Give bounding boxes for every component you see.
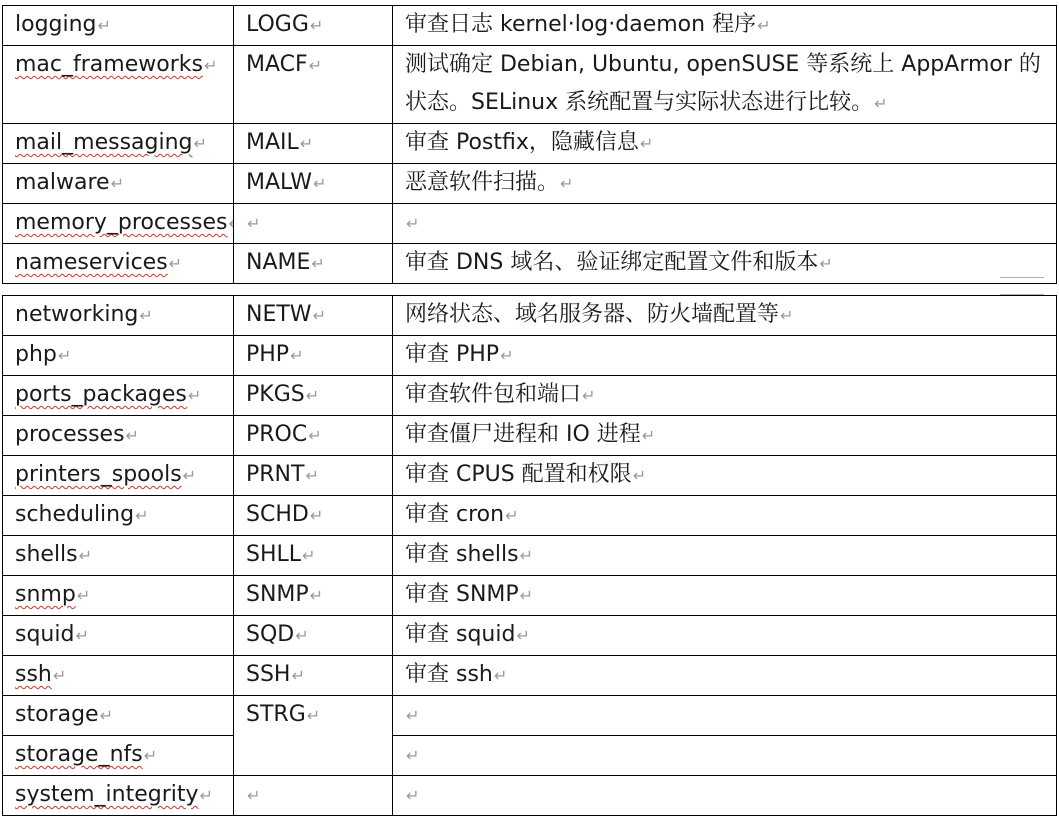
paragraph-mark-icon [520,546,533,565]
paragraph-mark-icon [757,16,770,35]
module-code: SCHD [246,502,309,527]
module-code-cell[interactable] [234,164,393,204]
module-code-cell[interactable] [234,6,393,46]
paragraph-mark-icon [307,706,320,725]
module-table-2 [2,295,1057,816]
module-desc: 恶意软件扫描。 [405,170,560,195]
paragraph-mark-icon [169,254,182,273]
module-desc-cell[interactable] [393,296,1057,336]
module-name: system_integrity [15,782,199,807]
module-code-cell[interactable] [234,536,393,576]
module-desc-cell[interactable] [393,124,1057,164]
paragraph-mark-icon [111,174,124,193]
table-row [3,296,1057,336]
module-name: mac_frameworks [15,52,203,77]
table-row [3,164,1057,204]
module-name-cell[interactable] [3,336,234,376]
module-name: snmp [15,582,76,607]
module-code-cell[interactable] [234,46,393,124]
module-name: nameservices [15,250,168,275]
table-row [3,6,1057,46]
paragraph-mark-icon [305,466,318,485]
table-row [3,124,1057,164]
table-row [3,46,1057,124]
paragraph-mark-icon [640,134,653,153]
paragraph-mark-icon [406,706,419,725]
paragraph-mark-icon [494,666,507,685]
module-table-1-body [3,6,1057,284]
paragraph-mark-icon [135,506,148,525]
module-desc: 审查 DNS 域名、验证绑定配置文件和版本 [405,250,819,275]
module-code: LOGG [246,12,309,37]
module-desc-cell[interactable] [393,204,1057,244]
paragraph-mark-icon [313,174,326,193]
table-row [3,204,1057,244]
module-desc: 审查 squid [405,622,516,647]
module-code: STRG [246,702,306,727]
module-code-cell[interactable] [234,616,393,656]
module-name-cell[interactable] [3,736,234,776]
module-name-cell[interactable] [3,6,234,46]
module-code: NAME [246,250,311,275]
module-desc: 审查 PHP [405,342,500,367]
paragraph-mark-icon [204,56,217,75]
module-code-cell[interactable] [234,204,393,244]
module-code: PROC [246,422,308,447]
module-name-cell[interactable] [3,164,234,204]
paragraph-mark-icon [406,214,419,233]
paragraph-mark-icon [302,546,315,565]
module-desc-cell[interactable] [393,164,1057,204]
paragraph-mark-icon [406,786,419,805]
module-code: SHLL [246,542,302,567]
paragraph-mark-icon [505,506,518,525]
paragraph-mark-icon [874,94,887,113]
paragraph-mark-icon [79,546,92,565]
module-desc-cell[interactable] [393,456,1057,496]
module-table-1 [2,5,1057,284]
module-desc-cell[interactable] [393,616,1057,656]
paragraph-mark-icon [780,306,793,325]
table-row [3,496,1057,536]
module-code-cell[interactable] [234,496,393,536]
module-code-cell[interactable] [234,776,393,816]
paragraph-mark-icon [516,626,529,645]
module-desc: 测试确定 Debian, Ubuntu, openSUSE 等系统上 AppArmor 的状态。SELinux 系统配置与实际状态进行比较。 [405,52,1041,115]
paragraph-mark-icon [77,586,90,605]
module-desc-cell[interactable] [393,416,1057,456]
module-name: memory_processes [15,210,228,235]
table-row [3,336,1057,376]
module-name: logging [15,12,97,37]
paragraph-mark-icon [819,254,832,273]
module-name: networking [15,302,139,327]
table-row [3,376,1057,416]
module-code: PKGS [246,382,305,407]
module-name-cell[interactable] [3,456,234,496]
table-row [3,244,1057,284]
paragraph-mark-icon [139,306,152,325]
module-desc-cell[interactable] [393,736,1057,776]
module-name-cell[interactable] [3,124,234,164]
module-code: PRNT [246,462,305,487]
table-row [3,416,1057,456]
paragraph-mark-icon [633,466,646,485]
module-table-2-body [3,296,1057,816]
module-name: storage_nfs [15,742,143,767]
table-row [3,616,1057,656]
module-desc: 审查 SNMP [405,582,519,607]
module-desc-cell[interactable] [393,656,1057,696]
module-code-cell[interactable] [234,656,393,696]
paragraph-mark-icon [306,386,319,405]
module-desc-cell[interactable] [393,6,1057,46]
module-code-cell[interactable] [234,124,393,164]
module-code-cell[interactable] [234,456,393,496]
paragraph-mark-icon [188,386,201,405]
table-row [3,736,1057,776]
module-name: printers_spools [15,462,182,487]
module-name: ports_packages [15,382,187,407]
paragraph-mark-icon [247,214,260,233]
module-name: mail_messaging [15,130,193,155]
paragraph-mark-icon [247,786,260,805]
module-name-cell[interactable] [3,616,234,656]
paragraph-mark-icon [194,134,207,153]
module-code-cell[interactable] [234,244,393,284]
module-code-cell[interactable] [234,296,393,336]
module-desc: 审查 shells [405,542,519,567]
module-desc: 审查 CPUS 配置和权限 [405,462,632,487]
module-desc-cell[interactable] [393,776,1057,816]
module-name: scheduling [15,502,135,527]
paragraph-mark-icon [295,626,308,645]
module-desc-cell[interactable] [393,536,1057,576]
module-code-cell[interactable] [234,576,393,616]
paragraph-mark-icon [311,254,324,273]
module-name-cell[interactable] [3,536,234,576]
module-name-cell[interactable] [3,496,234,536]
module-name-cell[interactable] [3,244,234,284]
paragraph-mark-icon [582,386,595,405]
module-desc-cell[interactable] [393,376,1057,416]
paragraph-mark-icon [500,346,513,365]
module-name-cell[interactable] [3,576,234,616]
module-code: MAIL [246,130,299,155]
table-gap-marker [1000,277,1044,295]
module-desc-cell[interactable] [393,696,1057,736]
paragraph-mark-icon [406,746,419,765]
module-name: squid [15,622,75,647]
paragraph-mark-icon [126,426,139,445]
paragraph-mark-icon [100,706,113,725]
table-row [3,536,1057,576]
module-code: MACF [246,52,308,77]
module-name-cell[interactable] [3,204,234,244]
paragraph-mark-icon [560,174,573,193]
paragraph-mark-icon [642,426,655,445]
module-name-cell[interactable] [3,46,234,124]
module-desc-cell[interactable] [393,496,1057,536]
module-desc: 审查日志 kernel·log·daemon 程序 [405,12,757,37]
paragraph-mark-icon [310,586,323,605]
paragraph-mark-icon [308,426,321,445]
paragraph-mark-icon [313,306,326,325]
paragraph-mark-icon [58,346,71,365]
paragraph-mark-icon [310,506,323,525]
module-name: php [15,342,57,367]
module-name-cell[interactable] [3,296,234,336]
paragraph-mark-icon [98,16,111,35]
paragraph-mark-icon [200,786,213,805]
module-code: NETW [246,302,312,327]
module-name: storage [15,702,99,727]
paragraph-mark-icon [291,666,304,685]
module-name-cell[interactable] [3,696,234,736]
module-desc-cell[interactable] [393,244,1057,284]
paragraph-mark-icon [290,346,303,365]
module-desc-cell[interactable] [393,336,1057,376]
paragraph-mark-icon [520,586,533,605]
module-desc-cell[interactable] [393,46,1057,124]
module-name: processes [15,422,125,447]
module-desc: 审查 cron [405,502,505,527]
table-row [3,456,1057,496]
module-code: SSH [246,662,291,687]
module-code: SQD [246,622,295,647]
table-row [3,776,1057,816]
module-desc: 审查 ssh [405,662,493,687]
module-name: ssh [15,662,52,687]
module-code-cell[interactable] [234,336,393,376]
paragraph-mark-icon [310,16,323,35]
module-name-cell[interactable] [3,656,234,696]
paragraph-mark-icon [75,626,88,645]
module-code-cell[interactable] [234,376,393,416]
module-name-cell[interactable] [3,416,234,456]
module-desc: 审查 Postfix，隐藏信息 [405,130,639,155]
module-code: PHP [246,342,290,367]
module-code-cell[interactable] [234,416,393,456]
paragraph-mark-icon [300,134,313,153]
paragraph-mark-icon [144,746,157,765]
module-desc-cell[interactable] [393,576,1057,616]
module-name-cell[interactable] [3,376,234,416]
table-row [3,656,1057,696]
module-name: shells [15,542,78,567]
module-desc: 网络状态、域名服务器、防火墙配置等 [405,302,780,327]
module-desc: 审查僵尸进程和 IO 进程 [405,422,641,447]
module-desc: 审查软件包和端口 [405,382,582,407]
table-row [3,696,1057,736]
paragraph-mark-icon [183,466,196,485]
module-code: SNMP [246,582,309,607]
table-row [3,576,1057,616]
module-code-cell[interactable] [234,696,393,776]
paragraph-mark-icon [53,666,66,685]
module-code: MALW [246,170,313,195]
module-name-cell[interactable] [3,776,234,816]
module-name: malware [15,170,110,195]
paragraph-mark-icon [309,56,322,75]
paragraph-mark-icon [228,214,233,233]
